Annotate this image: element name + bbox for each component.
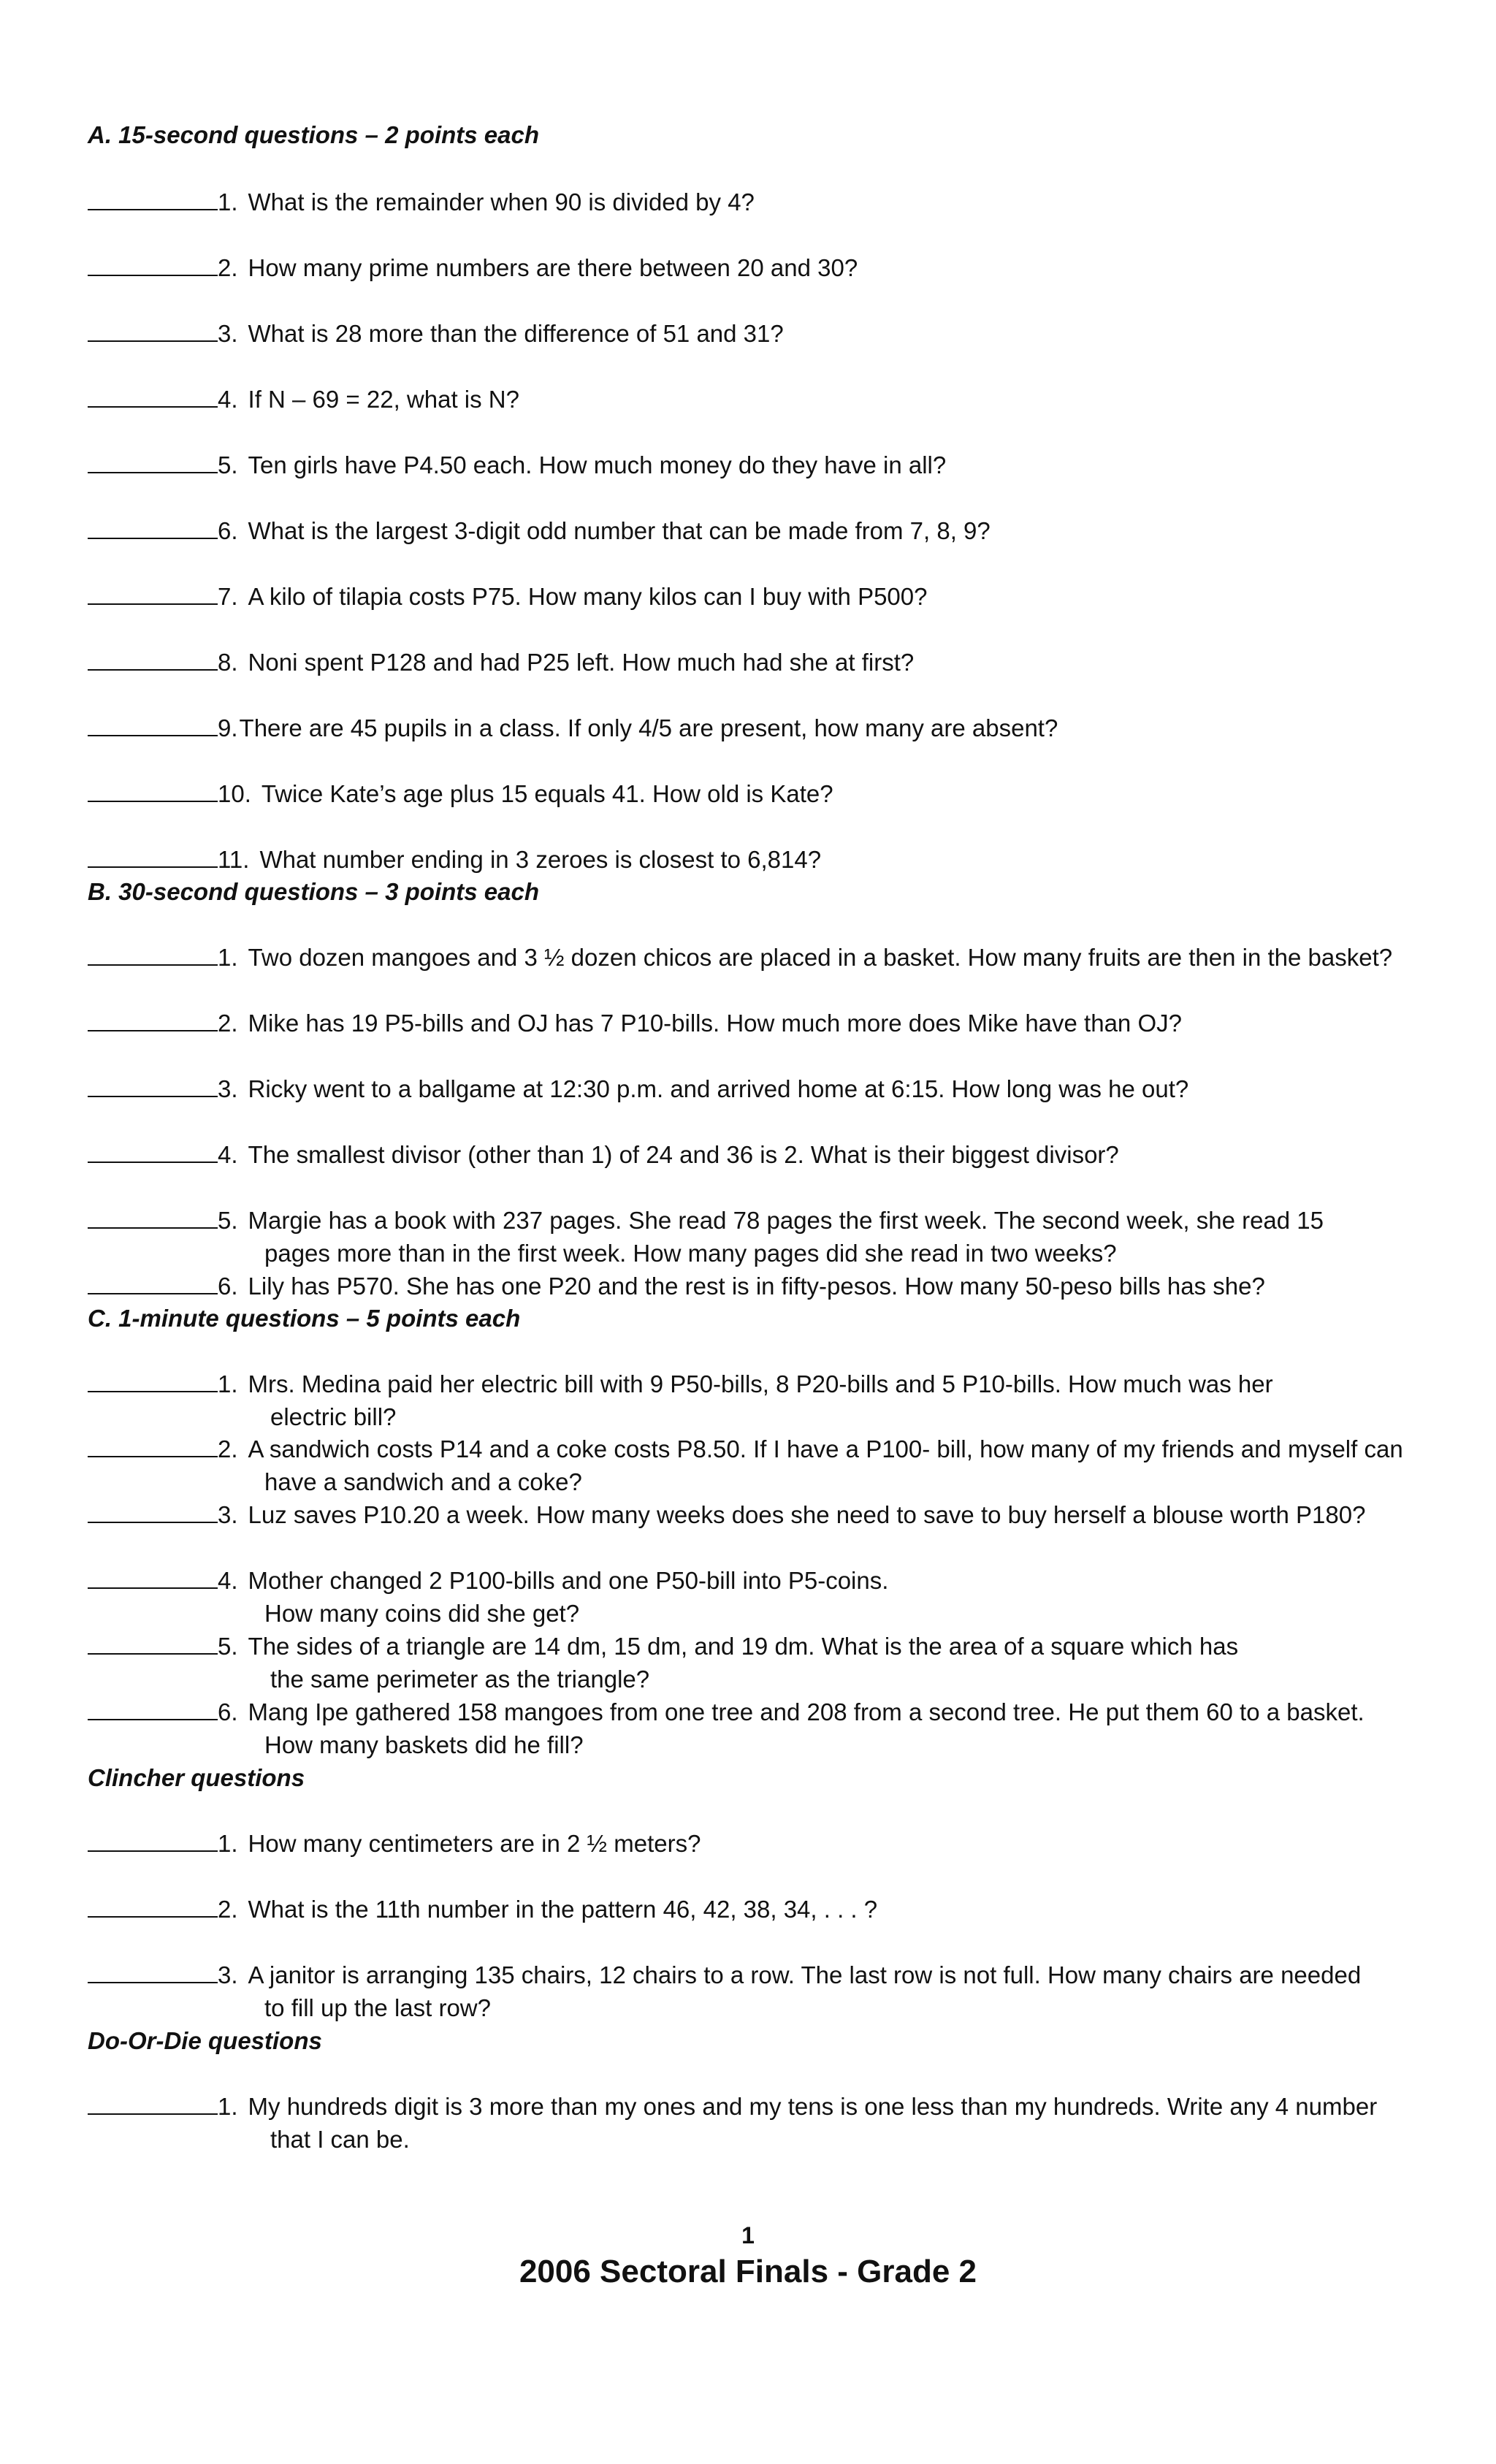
answer-blank[interactable] (88, 253, 218, 276)
question-text: What is 28 more than the difference of 51 and 31? (248, 320, 784, 347)
answer-blank[interactable] (88, 384, 218, 408)
answer-blank[interactable] (88, 713, 218, 736)
question-continuation: that I can be. (270, 2126, 410, 2153)
question-row: 2. Mike has 19 P5-bills and OJ has 7 P10-bills. How much more does Mike have than OJ? (88, 1007, 1182, 1040)
question-text: There are 45 pupils in a class. If only 4/5 are present, how many are absent? (239, 714, 1058, 741)
question-row: 1. Mrs. Medina paid her electric bill with 9 P50-bills, 8 P20-bills and 5 P10-bills. How much was her (88, 1368, 1273, 1400)
question-row: 9.There are 45 pupils in a class. If only 4/5 are present, how many are absent? (88, 712, 1058, 744)
question-text: What number ending in 3 zeroes is closest to 6,814? (259, 846, 822, 873)
question-row: 1. My hundreds digit is 3 more than my ones and my tens is one less than my hundreds. Write any 4 number (88, 2091, 1377, 2123)
question-continuation: How many baskets did he fill? (264, 1731, 584, 1758)
answer-blank[interactable] (88, 1369, 218, 1392)
question-row: 4. The smallest divisor (other than 1) of 24 and 36 is 2. What is their biggest divisor? (88, 1139, 1119, 1171)
answer-blank[interactable] (88, 516, 218, 539)
answer-blank[interactable] (88, 1828, 218, 1852)
section-b-title: B. 30-second questions – 3 points each (88, 878, 539, 905)
question-text: Noni spent P128 and had P25 left. How much had she at first? (248, 649, 915, 676)
answer-blank[interactable] (88, 1960, 218, 1983)
do-or-die-title: Do-Or-Die questions (88, 2027, 322, 2054)
question-row: 3. Ricky went to a ballgame at 12:30 p.m. and arrived home at 6:15. How long was he out? (88, 1073, 1188, 1105)
answer-blank[interactable] (88, 1271, 218, 1294)
question-text: How many prime numbers are there between 20 and 30? (248, 254, 858, 281)
question-row: 6. What is the largest 3-digit odd number that can be made from 7, 8, 9? (88, 515, 991, 547)
answer-blank[interactable] (88, 844, 218, 868)
question-text: Margie has a book with 237 pages. She read 78 pages the first week. The second week, she read 15 (248, 1207, 1324, 1234)
question-row: 5. Ten girls have P4.50 each. How much money do they have in all? (88, 449, 946, 481)
answer-blank[interactable] (88, 1500, 218, 1523)
question-row: 5. The sides of a triangle are 14 dm, 15 dm, and 19 dm. What is the area of a square which has (88, 1630, 1238, 1663)
question-row: 1. How many centimeters are in 2 ½ meters? (88, 1828, 701, 1860)
question-row: 2. What is the 11th number in the pattern 46, 42, 38, 34, . . . ? (88, 1893, 877, 1926)
question-text: What is the remainder when 90 is divided by 4? (248, 188, 755, 215)
question-row: 11. What number ending in 3 zeroes is closest to 6,814? (88, 844, 821, 876)
answer-blank[interactable] (88, 1631, 218, 1655)
answer-blank[interactable] (88, 450, 218, 473)
question-text: What is the largest 3-digit odd number that can be made from 7, 8, 9? (248, 517, 991, 544)
question-text: What is the 11th number in the pattern 46, 42, 38, 34, . . . ? (248, 1896, 878, 1923)
question-continuation: have a sandwich and a coke? (264, 1468, 582, 1495)
answer-blank[interactable] (88, 1140, 218, 1163)
question-text: A kilo of tilapia costs P75. How many kilos can I buy with P500? (248, 583, 928, 610)
question-text: The smallest divisor (other than 1) of 24 and 36 is 2. What is their biggest divisor? (248, 1141, 1119, 1168)
question-row: 3. A janitor is arranging 135 chairs, 12 chairs to a row. The last row is not full. How many chairs are needed (88, 1959, 1361, 1991)
question-text: Ricky went to a ballgame at 12:30 p.m. and arrived home at 6:15. How long was he out? (248, 1075, 1189, 1102)
answer-blank[interactable] (88, 319, 218, 342)
question-row: 1. Two dozen mangoes and 3 ½ dozen chicos are placed in a basket. How many fruits are then in the basket? (88, 942, 1392, 974)
question-text: Mang Ipe gathered 158 mangoes from one tree and 208 from a second tree. He put them 60 to a basket. (248, 1698, 1365, 1725)
question-row: 7. A kilo of tilapia costs P75. How many kilos can I buy with P500? (88, 581, 928, 613)
question-continuation: How many coins did she get? (264, 1600, 580, 1627)
question-row: 3. What is 28 more than the difference of 51 and 31? (88, 318, 784, 350)
question-continuation: to fill up the last row? (264, 1994, 491, 2021)
page-number: 1 (741, 2222, 755, 2249)
question-row: 4. Mother changed 2 P100-bills and one P50-bill into P5-coins. (88, 1565, 888, 1597)
question-row: 6. Mang Ipe gathered 158 mangoes from one tree and 208 from a second tree. He put them 60 to a basket. (88, 1696, 1365, 1728)
question-text: A sandwich costs P14 and a coke costs P8.50. If I have a P100- bill, how many of my friends and myself can (248, 1435, 1403, 1462)
question-text: Mike has 19 P5-bills and OJ has 7 P10-bills. How much more does Mike have than OJ? (248, 1010, 1182, 1037)
question-row: 3. Luz saves P10.20 a week. How many weeks does she need to save to buy herself a blouse worth P180? (88, 1499, 1365, 1531)
question-text: Mrs. Medina paid her electric bill with 9 P50-bills, 8 P20-bills and 5 P10-bills. How much was her (248, 1370, 1273, 1397)
answer-blank[interactable] (88, 1434, 218, 1457)
question-text: Twice Kate’s age plus 15 equals 41. How old is Kate? (261, 780, 833, 807)
answer-blank[interactable] (88, 647, 218, 671)
answer-blank[interactable] (88, 1205, 218, 1229)
question-text: If N – 69 = 22, what is N? (248, 386, 519, 413)
clincher-title: Clincher questions (88, 1764, 305, 1791)
answer-blank[interactable] (88, 1894, 218, 1918)
footer-title: 2006 Sectoral Finals - Grade 2 (519, 2254, 977, 2289)
answer-blank[interactable] (88, 1008, 218, 1031)
answer-blank[interactable] (88, 1565, 218, 1589)
section-a-title: A. 15-second questions – 2 points each (88, 121, 539, 148)
answer-blank[interactable] (88, 779, 218, 802)
question-row: 10. Twice Kate’s age plus 15 equals 41. How old is Kate? (88, 778, 833, 810)
question-continuation: electric bill? (270, 1403, 397, 1430)
question-row: 1. What is the remainder when 90 is divided by 4? (88, 186, 755, 218)
question-row: 4. If N – 69 = 22, what is N? (88, 384, 519, 416)
question-row: 5. Margie has a book with 237 pages. She read 78 pages the first week. The second week, she read 15 (88, 1205, 1324, 1237)
question-text: The sides of a triangle are 14 dm, 15 dm, and 19 dm. What is the area of a square which has (248, 1633, 1239, 1660)
question-text: Two dozen mangoes and 3 ½ dozen chicos are placed in a basket. How many fruits are then in the basket? (248, 944, 1393, 971)
question-text: Mother changed 2 P100-bills and one P50-bill into P5-coins. (248, 1567, 889, 1594)
answer-blank[interactable] (88, 1074, 218, 1097)
question-text: Luz saves P10.20 a week. How many weeks does she need to save to buy herself a blouse worth P180? (248, 1501, 1366, 1528)
question-row: 2. A sandwich costs P14 and a coke costs P8.50. If I have a P100- bill, how many of my friends and myself can (88, 1433, 1403, 1465)
question-text: Lily has P570. She has one P20 and the rest is in fifty-pesos. How many 50-peso bills has she? (248, 1273, 1265, 1300)
question-text: Ten girls have P4.50 each. How much money do they have in all? (248, 451, 947, 478)
question-text: A janitor is arranging 135 chairs, 12 chairs to a row. The last row is not full. How many chairs are needed (248, 1961, 1362, 1988)
answer-blank[interactable] (88, 1697, 218, 1720)
question-continuation: pages more than in the first week. How many pages did she read in two weeks? (264, 1240, 1117, 1267)
question-row: 8. Noni spent P128 and had P25 left. How much had she at first? (88, 646, 914, 679)
question-continuation: the same perimeter as the triangle? (270, 1666, 650, 1693)
section-c-title: C. 1-minute questions – 5 points each (88, 1305, 521, 1332)
answer-blank[interactable] (88, 581, 218, 605)
answer-blank[interactable] (88, 942, 218, 966)
answer-blank[interactable] (88, 187, 218, 210)
question-row: 6. Lily has P570. She has one P20 and the rest is in fifty-pesos. How many 50-peso bills has she? (88, 1270, 1265, 1302)
question-row: 2. How many prime numbers are there between 20 and 30? (88, 252, 858, 284)
answer-blank[interactable] (88, 2091, 218, 2115)
question-text: How many centimeters are in 2 ½ meters? (248, 1830, 701, 1857)
question-text: My hundreds digit is 3 more than my ones and my tens is one less than my hundreds. Write any 4 number (248, 2093, 1378, 2120)
